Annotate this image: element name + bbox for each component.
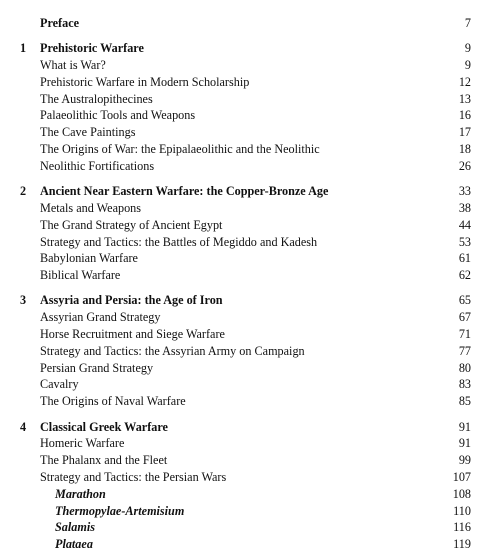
toc-entry [0, 360, 492, 377]
table-of-contents [0, 15, 492, 553]
entry-title: What is War? [40, 58, 106, 73]
page-number: 91 [458, 419, 471, 434]
page-number: 65 [458, 293, 471, 308]
toc-entry [0, 107, 492, 124]
toc-subentry [0, 486, 492, 503]
toc-chapter-heading [0, 183, 492, 200]
entry-title: Strategy and Tactics: the Assyrian Army on Campaign [40, 343, 305, 358]
toc-entry [0, 234, 492, 251]
entry-title: The Grand Strategy of Ancient Egypt [40, 217, 223, 232]
entry-title: Marathon [55, 486, 106, 501]
entry-title: Preface [40, 16, 80, 30]
entry-title: Thermopylae-Artemisium [55, 503, 185, 518]
entry-title: Horse Recruitment and Siege Warfare [40, 327, 225, 342]
toc-entry [0, 250, 492, 267]
toc-subentry [0, 503, 492, 520]
page-number: 62 [458, 268, 471, 283]
toc-entry [0, 393, 492, 410]
chapter-number: 1 [20, 41, 27, 56]
entry-title: The Australopithecines [40, 91, 153, 106]
page-number: 67 [458, 310, 471, 325]
entry-title: Palaeolithic Tools and Weapons [40, 108, 196, 123]
toc-entry [0, 158, 492, 175]
toc-entry [0, 267, 492, 284]
entry-title: Strategy and Tactics: the Persian Wars [40, 469, 227, 484]
page-number: 53 [458, 234, 471, 249]
page-number: 116 [453, 520, 471, 535]
toc-entry [0, 74, 492, 91]
page-number: 7 [464, 16, 471, 30]
toc-entry [0, 435, 492, 452]
page-number: 77 [458, 343, 471, 358]
toc-entry [0, 309, 492, 326]
entry-title: Assyria and Persia: the Age of Iron [40, 293, 223, 308]
entry-title: Classical Greek Warfare [40, 419, 168, 434]
toc-chapter-heading [0, 40, 492, 57]
page-number: 12 [458, 74, 471, 89]
entry-title: Metals and Weapons [40, 200, 142, 215]
entry-title: The Phalanx and the Fleet [40, 453, 168, 468]
toc-entry [0, 452, 492, 469]
toc-subentry [0, 536, 492, 553]
toc-entry [0, 141, 492, 158]
chapter-number: 2 [20, 184, 27, 199]
page-number: 71 [458, 327, 471, 342]
page-number: 108 [452, 486, 471, 501]
page-number: 33 [458, 184, 471, 199]
page-number: 107 [452, 469, 471, 484]
toc-subentry [0, 519, 492, 536]
entry-title: Neolithic Fortifications [40, 158, 155, 173]
entry-title: Prehistoric Warfare [40, 41, 144, 56]
entry-title: Homeric Warfare [40, 436, 125, 451]
toc-chapter-heading [0, 419, 492, 436]
page-number: 83 [458, 377, 471, 392]
chapter-number: 4 [20, 419, 27, 434]
entry-title: The Origins of Naval Warfare [40, 394, 186, 409]
toc-entry [0, 343, 492, 360]
entry-title: Babylonian Warfare [40, 251, 138, 266]
page-number: 13 [458, 91, 471, 106]
entry-title: Plataea [55, 537, 93, 552]
entry-title: Ancient Near Eastern Warfare: the Copper-Bronze Age [40, 184, 329, 199]
page-number: 99 [458, 453, 471, 468]
page-number: 38 [458, 200, 471, 215]
page-number: 85 [458, 394, 471, 409]
toc-entry [0, 326, 492, 343]
toc-entry [0, 469, 492, 486]
entry-title: Biblical Warfare [40, 268, 121, 283]
toc-entry [0, 124, 492, 141]
page-number: 80 [458, 360, 471, 375]
page-number: 61 [458, 251, 471, 266]
entry-title: The Cave Paintings [40, 125, 136, 140]
page-number: 44 [458, 217, 471, 232]
toc-chapter-heading [0, 292, 492, 309]
toc-entry [0, 217, 492, 234]
page-number: 26 [458, 158, 471, 173]
page-number: 91 [458, 436, 471, 451]
page-number: 18 [458, 142, 471, 157]
entry-title: Salamis [55, 520, 95, 535]
entry-title: Prehistoric Warfare in Modern Scholarship [40, 74, 250, 89]
page-number: 119 [453, 537, 471, 552]
entry-title: Persian Grand Strategy [40, 360, 154, 375]
toc-chapter-heading [0, 15, 492, 32]
page-number: 16 [458, 108, 471, 123]
toc-entry [0, 376, 492, 393]
page-number: 110 [453, 503, 471, 518]
entry-title: Cavalry [40, 377, 79, 392]
toc-entry [0, 57, 492, 74]
page-number: 9 [464, 58, 471, 73]
toc-entry [0, 200, 492, 217]
page-number: 9 [464, 41, 471, 56]
chapter-number: 3 [20, 293, 27, 308]
page-number: 17 [458, 125, 471, 140]
entry-title: The Origins of War: the Epipalaeolithic and the Neolithic [40, 142, 320, 157]
toc-entry [0, 91, 492, 108]
entry-title: Strategy and Tactics: the Battles of Megiddo and Kadesh [40, 234, 318, 249]
entry-title: Assyrian Grand Strategy [40, 310, 161, 325]
